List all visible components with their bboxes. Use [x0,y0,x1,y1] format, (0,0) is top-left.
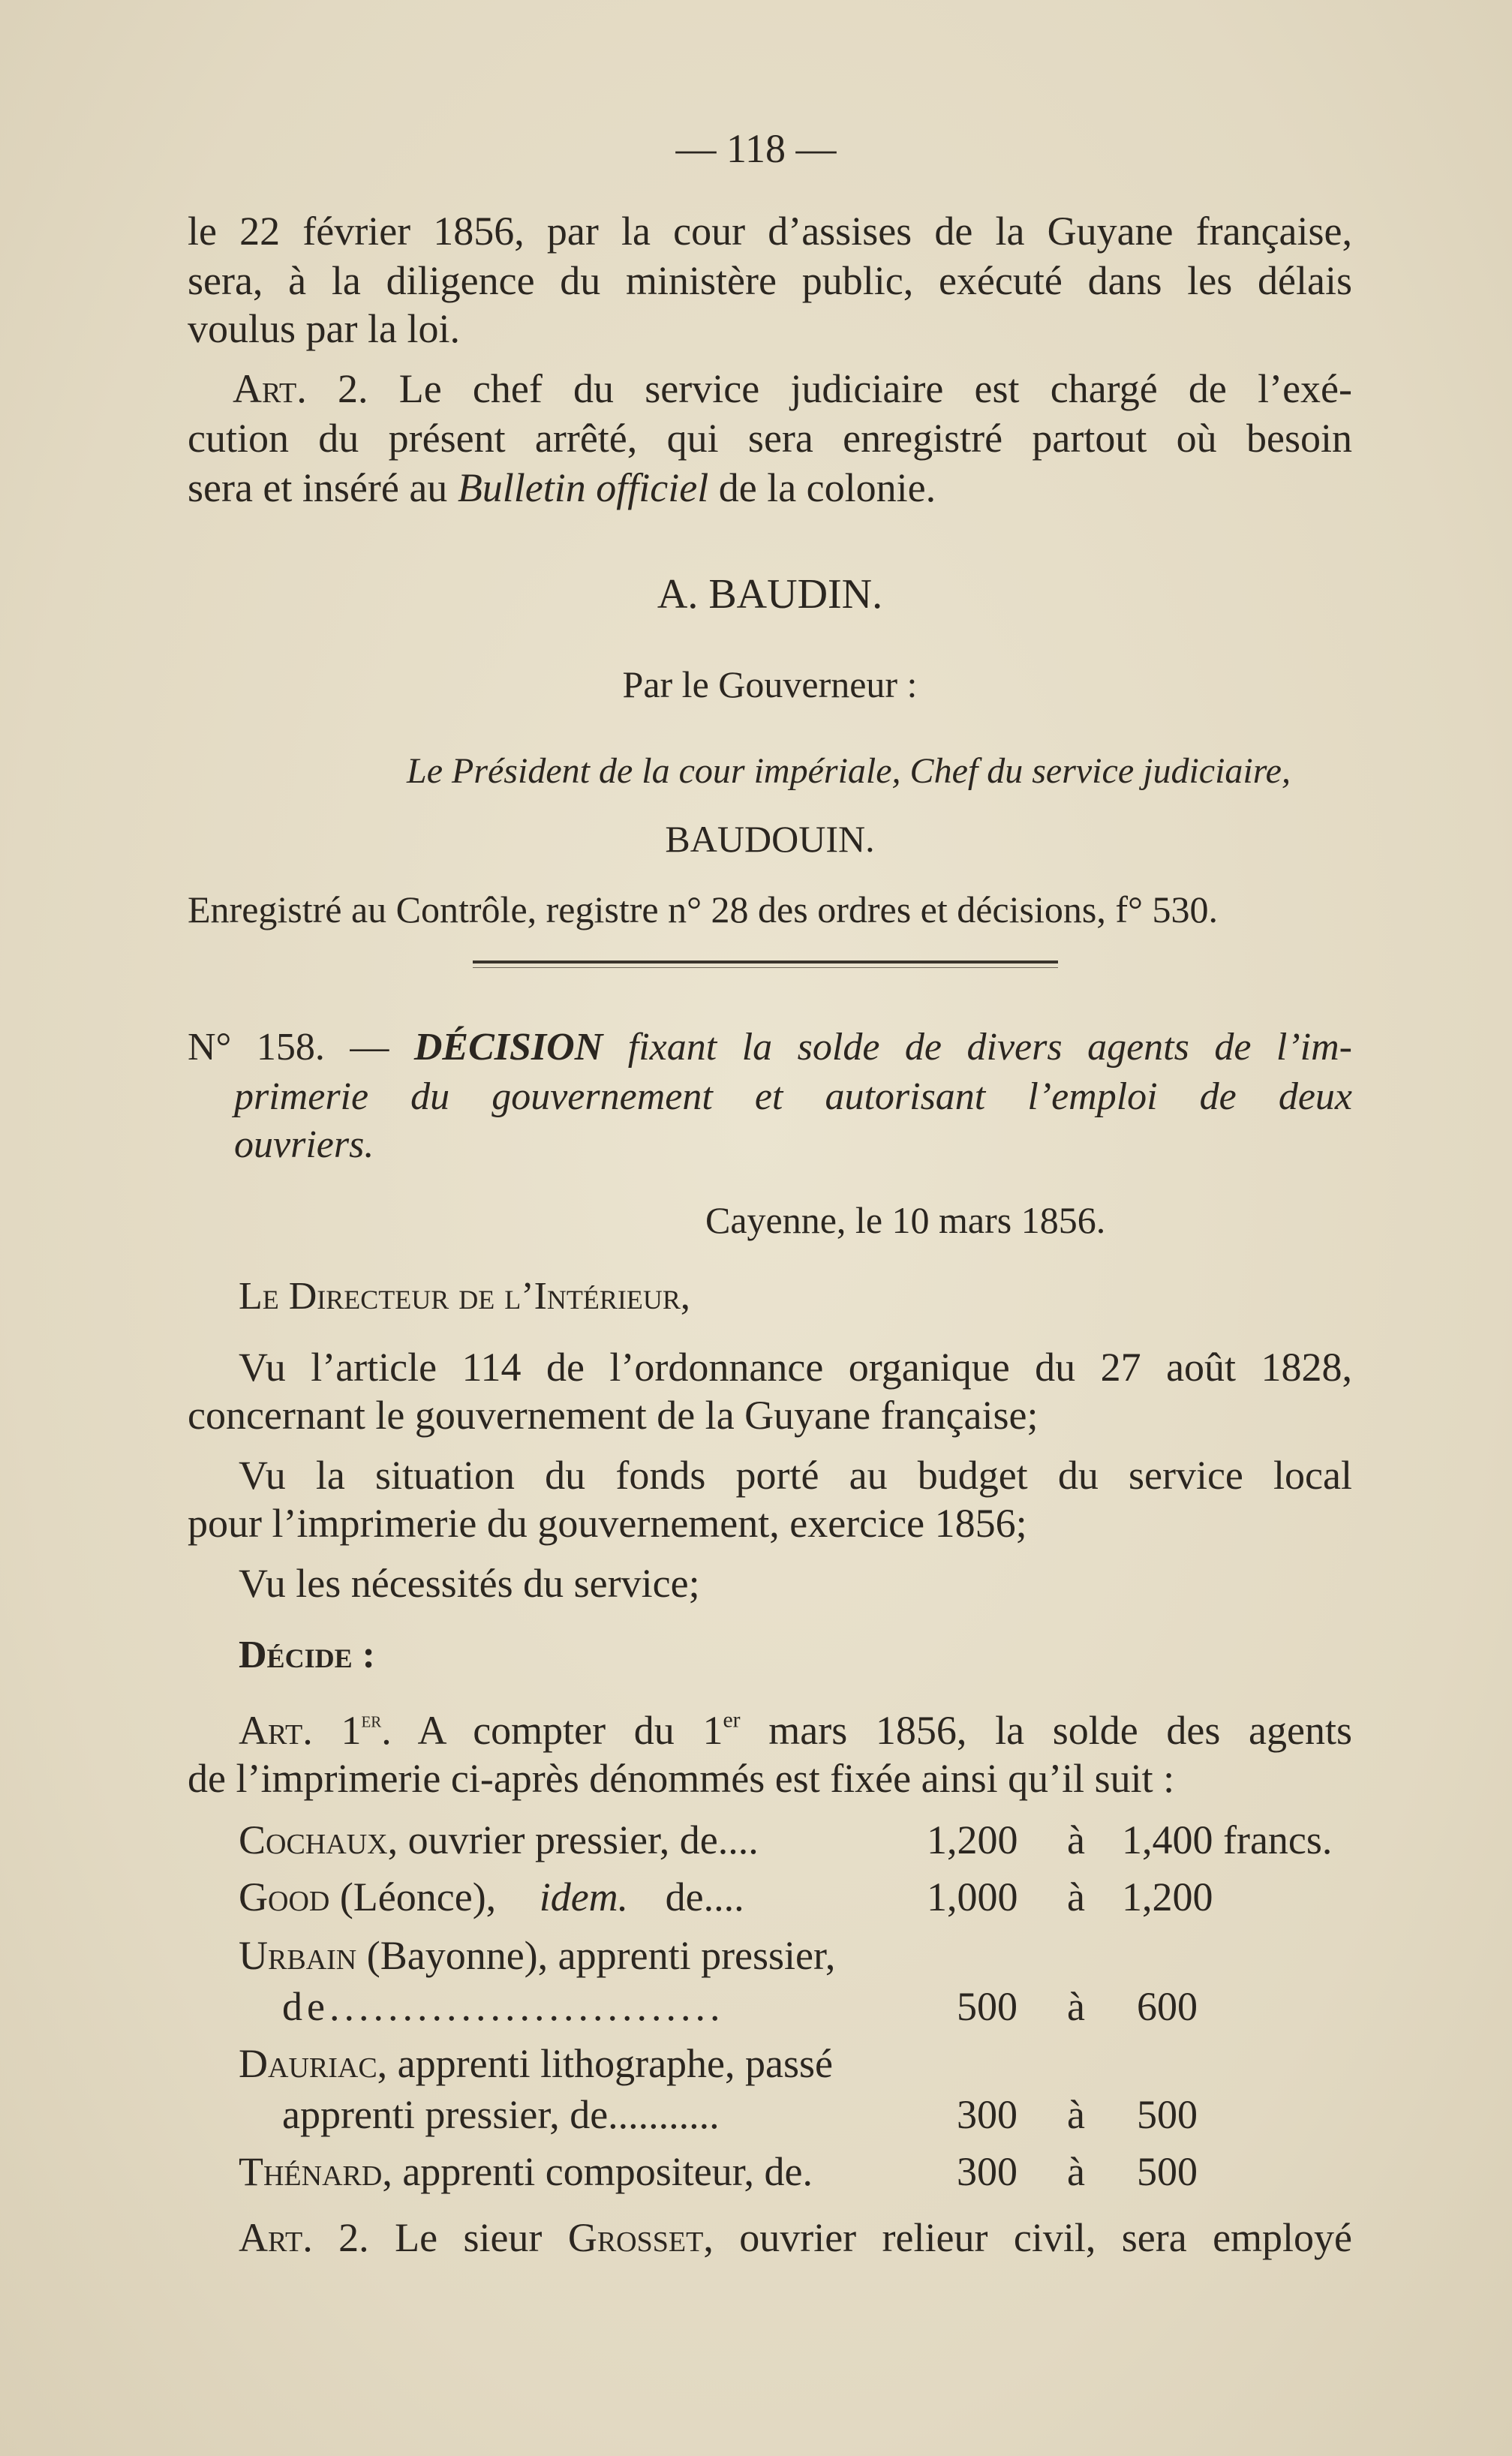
decision-number: N° 158. — [188,1026,389,1069]
registration-line: Enregistré au Contrôle, registre n° 28 des ordres et décisions, f° 530. [188,888,1218,930]
payroll-amount-a: à [1067,1817,1085,1862]
payroll-amount-a: à [1067,2149,1085,2194]
payroll-row-urbain-cont: de........................... [282,1984,725,2029]
payroll-name: Cochaux [239,1817,388,1862]
article-2-label: Art. 2. [233,366,368,411]
top-paragraph-line-2: sera, à la diligence du ministère public, exécuté dans les délais [188,258,1352,303]
signature-countersign: BAUDOUIN. [665,818,875,860]
vu-3: Vu les nécessités du service; [239,1561,700,1606]
payroll-name: Dauriac [239,2041,377,2086]
signature-par-le: Par le Gouverneur : [622,663,918,705]
top-paragraph-line-1: le 22 février 1856, par la cour d’assises de la Guyane française, [188,209,1352,254]
vu-2-line-1: Vu la situation du fonds porté au budget du service local [239,1453,1352,1498]
payroll-row-dauriac-cont: apprenti pressier, de........... [282,2092,720,2137]
article-2-line-3: sera et inséré au Bulletin officiel de la colonie. [188,465,936,510]
payroll-row-good: Good (Léonce), idem. de.... [239,1874,744,1919]
article-1-label: Art. 1er. [239,1708,392,1753]
decision-article-2-line-1: Art. 2. Le sieur Grosset, ouvrier relieur civil, sera employé [239,2215,1353,2260]
payroll-name: Thénard [239,2149,383,2194]
bulletin-officiel: Bulletin officiel [457,465,709,510]
payroll-row-dauriac: Dauriac, apprenti lithographe, passé [239,2041,833,2086]
payroll-amount-a: à [1067,1984,1085,2029]
payroll-amount-to: 500 [1137,2149,1198,2194]
place-date: Cayenne, le 10 mars 1856. [705,1199,1106,1241]
top-paragraph-line-3: voulus par la loi. [188,306,460,351]
payroll-row-thenard: Thénard, apprenti compositeur, de. [239,2149,813,2194]
person-name: Grosset [567,2215,704,2260]
payroll-amount-to: 1,200 [1122,1874,1213,1919]
separator-rule [473,960,1058,963]
decision-title-line-2: primerie du gouvernement et autorisant l’emploi de deux [234,1075,1352,1118]
page-number: — 118 — [675,126,837,171]
decision-title-line-1: N° 158. — DÉCISION fixant la solde de divers agents de l’im- [188,1026,1352,1069]
separator-rule-thin [473,967,1058,968]
decision-title-line-3: ouvriers. [234,1123,374,1166]
decide-label: Décide : [239,1634,375,1676]
payroll-amount-to: 1,400 francs. [1122,1817,1333,1862]
decision-issuer: Le Directeur de l’Intérieur, [239,1275,690,1318]
vu-2-line-2: pour l’imprimerie du gouvernement, exercice 1856; [188,1501,1027,1546]
payroll-name: Good [239,1874,330,1919]
vu-1-line-2: concernant le gouvernement de la Guyane française; [188,1393,1039,1438]
decision-article-2-label: Art. 2. [239,2215,369,2260]
signature-title: Le Président de la cour impériale, Chef du service judiciaire, [407,751,1291,791]
payroll-row-cochaux: Cochaux, ouvrier pressier, de.... [239,1817,759,1862]
payroll-amount-to: 600 [1137,1984,1198,2029]
payroll-name: Urbain [239,1933,357,1978]
payroll-amount-a: à [1067,1874,1085,1919]
vu-1-line-1: Vu l’article 114 de l’ordonnance organique du 27 août 1828, [239,1345,1352,1390]
article-1-line-2: de l’imprimerie ci-après dénommés est fixée ainsi qu’il suit : [188,1756,1175,1801]
article-2-line-1: Art. 2. Le chef du service judiciaire est chargé de l’exé- [233,366,1352,411]
payroll-amount-from: 500 [957,1984,1018,2029]
payroll-amount-from: 1,200 [927,1817,1018,1862]
payroll-amount-a: à [1067,2092,1085,2137]
payroll-amount-from: 300 [957,2092,1018,2137]
decision-keyword: DÉCISION [413,1026,603,1069]
signature-name: A. BAUDIN. [657,571,883,618]
article-1-line-1: Art. 1er. A compter du 1er mars 1856, la solde des agents [239,1708,1352,1753]
article-2-line-2: cution du présent arrêté, qui sera enregistré partout où besoin [188,416,1352,461]
payroll-amount-from: 1,000 [927,1874,1018,1919]
payroll-amount-from: 300 [957,2149,1018,2194]
payroll-row-urbain: Urbain (Bayonne), apprenti pressier, [239,1933,836,1978]
payroll-amount-to: 500 [1137,2092,1198,2137]
